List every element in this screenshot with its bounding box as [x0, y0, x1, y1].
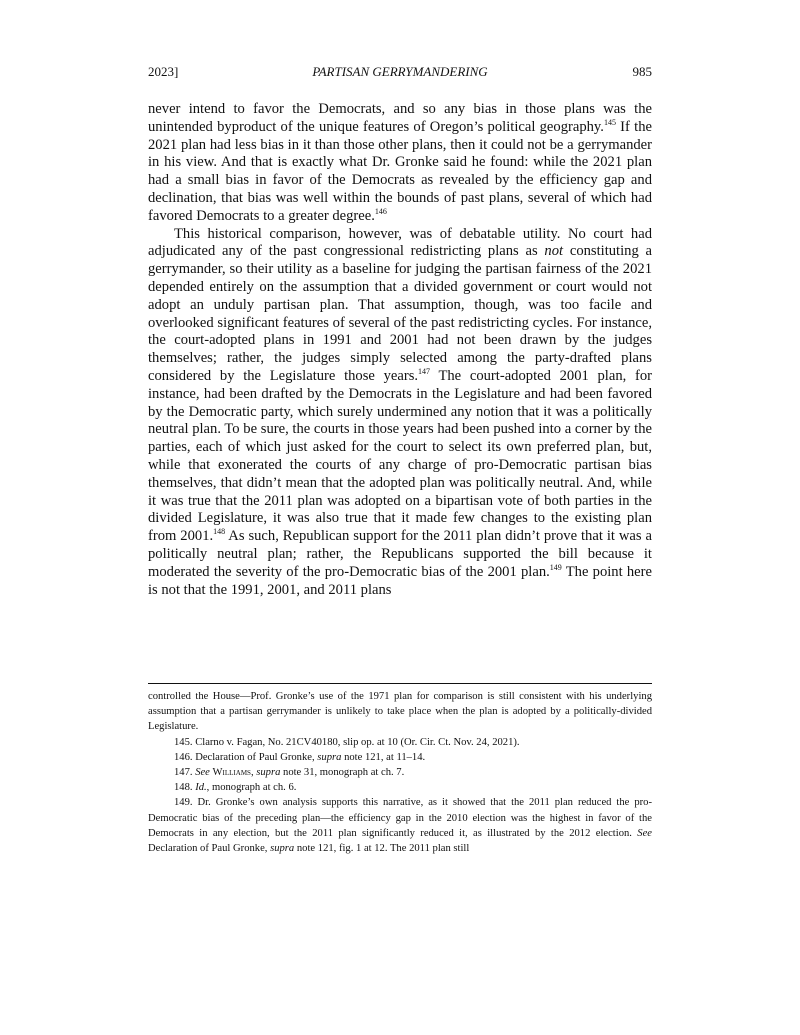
- footnote-ref-149[interactable]: 149: [549, 562, 562, 572]
- footnote-divider: [148, 683, 652, 684]
- page-number: 985: [632, 64, 652, 79]
- paragraph-text: never intend to favor the Democrats, and so any bias in those plans was the unintended byproduct of the unique features of Oregon’s political geography.: [148, 101, 652, 135]
- paragraph-text: The point here is not that the 1991, 2001, and 2011 plans: [148, 563, 652, 598]
- footnote-text: 147.: [174, 767, 196, 779]
- paragraph-text: The court-adopted 2001 plan, for instance, had been drafted by the Democrats in the Legislature and had been favored by the Democratic party, which surely undermined any notion that it was a politically neutral plan. To be sure, the courts in those years had been pushed into a corner by the parties, each of which just asked for the court to select its own preferred plan, but, while that exonerated the courts of any charge of pro-Democratic partisan bias themselves, that didn’t mean that the adopted plan was politically neutral. And, while it was true that the 2011 plan was adopted on a bipartisan vote of both parties in the divided Legislature, it was also true that it made few changes to the existing plan from 2001.: [148, 367, 652, 545]
- footnotes: [148, 689, 652, 856]
- paragraph-text: constituting a gerrymander, so their utility as a baseline for judging the partisan fairness of the 2021 depended entirely on the assumption that a divided government or court would not adopt an unduly partisan plan. That assumption, though, was too facile and overlooked significant features of several of the past redistricting cycles. For instance, the court-adopted plans in 1991 and 2001 had not been drawn by the judges themselves; rather, the judges simply selected among the party-drafted plans considered by the Legislature those years.: [148, 243, 652, 384]
- id-signal: Id.: [195, 782, 207, 794]
- paragraph-1: [148, 101, 652, 226]
- footnote-continued: controlled the House—Prof. Gronke’s use of the 1971 plan for comparison is still consistent with his underlying assumption that a partisan gerrymander is unlikely to take place when the plan is adopted by a politically-divided Legislature.: [148, 691, 652, 733]
- footnote-146: [148, 750, 652, 765]
- see-signal: See: [637, 827, 652, 839]
- footnote-text: Declaration of Paul Gronke,: [148, 843, 271, 855]
- running-title: PARTISAN GERRYMANDERING: [312, 64, 488, 79]
- footnote-text: 148.: [174, 782, 196, 794]
- footnote-text: note 121, fig. 1 at 12. The 2011 plan still: [294, 843, 470, 855]
- footnote-text: 149. Dr. Gronke’s own analysis supports this narrative, as it showed that the 2011 plan reduced the pro-Democratic bias of the preceding plan—the efficiency gap in the 2010 election was the highest in favor of the Democrats in any election, but the 2011 plan significantly reduced it, as illustrated by the 2012 election.: [148, 797, 652, 839]
- footnote-text: 146. Declaration of Paul Gronke,: [174, 751, 318, 763]
- body-text: [148, 101, 652, 599]
- footnote-text: ,: [250, 767, 257, 779]
- supra-signal: supra: [256, 767, 281, 779]
- see-signal: See: [195, 767, 210, 779]
- footnote-text: note 121, at 11–14.: [341, 751, 426, 763]
- footnote-148: [148, 780, 652, 795]
- author-name: Williams: [212, 767, 251, 779]
- footnote-ref-147[interactable]: 147: [418, 367, 431, 377]
- footnote-text: note 31, monograph at ch. 7.: [280, 767, 405, 779]
- footnote-ref-146[interactable]: 146: [374, 206, 387, 216]
- footnote-145: 145. Clarno v. Fagan, No. 21CV40180, slip op. at 10 (Or. Cir. Ct. Nov. 24, 2021).: [174, 736, 520, 748]
- paragraph-text: This historical comparison, however, was of debatable utility. No court had adjudicated any of the past congressional redistricting plans as: [148, 225, 652, 260]
- paragraph-text: If the 2021 plan had less bias in it than those other plans, then it could not be a gerrymander in his view. And that is exactly what Dr. Gronke said he found: while the 2021 plan had a small bias in favor of the Democrats as revealed by the efficiency gap and declination, that bias was well within the bounds of past plans, several of which had favored Democrats to a greater degree.: [148, 118, 652, 224]
- emphasis-not: not: [544, 243, 564, 260]
- footnote-text: , monograph at ch. 6.: [206, 782, 297, 794]
- running-header: [148, 64, 652, 80]
- paragraph-2: [148, 226, 652, 600]
- footnote-ref-145[interactable]: 145: [603, 117, 616, 127]
- supra-signal: supra: [317, 751, 342, 763]
- footnote-147: [148, 765, 652, 780]
- supra-signal: supra: [270, 843, 295, 855]
- paragraph-text: As such, Republican support for the 2011 plan didn’t prove that it was a politically neutral plan; rather, the Republicans supported the bill because it moderated the severity of the pro-Democratic bias of the 2001 plan.: [148, 528, 652, 580]
- footnote-149: [148, 795, 652, 856]
- footnote-ref-148[interactable]: 148: [213, 527, 226, 537]
- volume-year: 2023]: [148, 64, 179, 79]
